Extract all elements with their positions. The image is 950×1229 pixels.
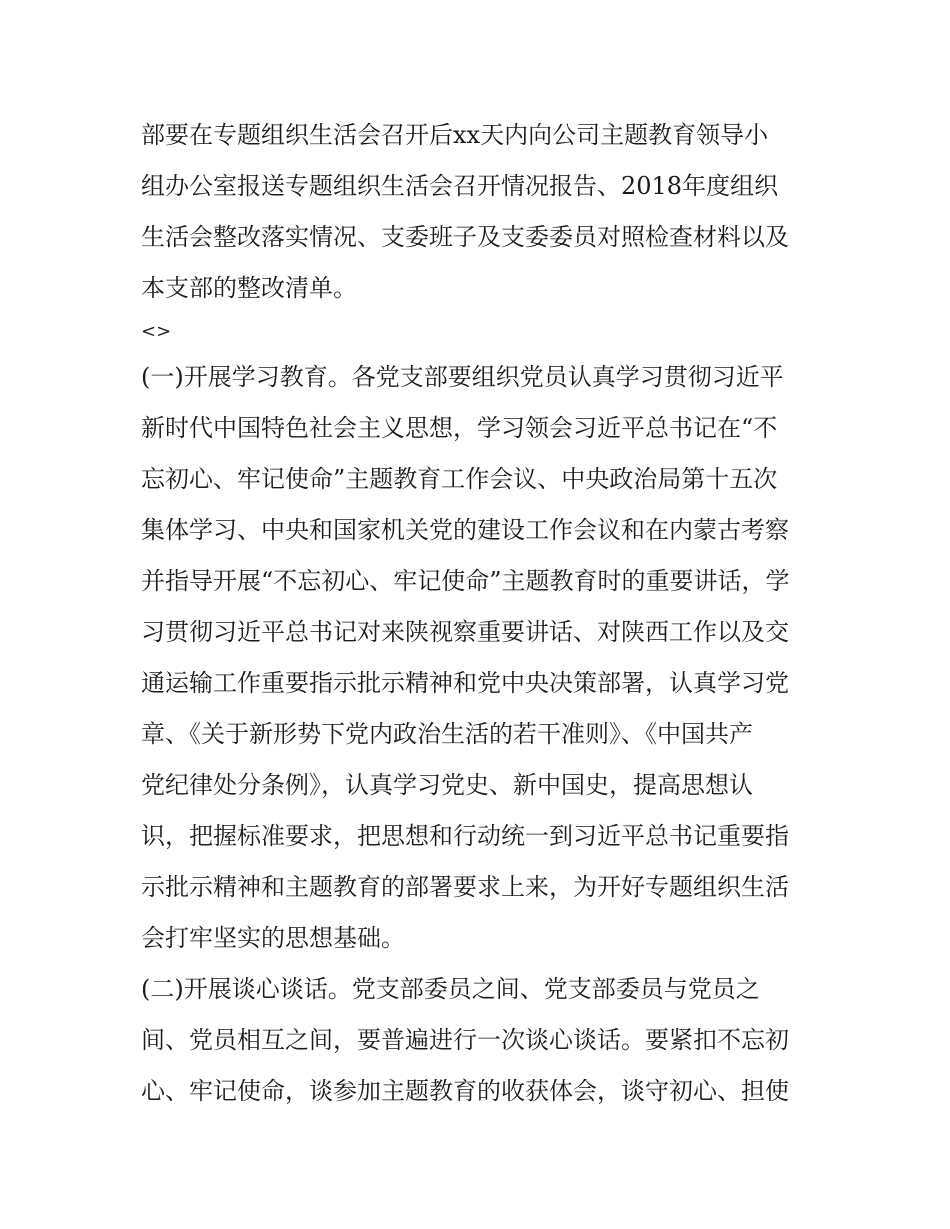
text-line: 新时代中国特色社会主义思想，学习领会习近平总书记在“不 <box>141 414 778 442</box>
text-line: (二)开展谈心谈话。党支部委员之间、党支部委员与党员之 <box>141 975 760 1003</box>
text-line: 生活会整改落实情况、支委班子及支委委员对照检查材料以及 <box>141 223 789 251</box>
text-line: 党纪律处分条例》，认真学习党史、新中国史，提高思想认 <box>141 771 753 799</box>
text-line: 心、牢记使命，谈参加主题教育的收获体会，谈守初心、担使 <box>141 1077 789 1105</box>
text-line: (一)开展学习教育。各党支部要组织党员认真学习贯彻习近平 <box>141 363 784 391</box>
paragraph-report-deadline <box>141 110 811 314</box>
angle-bracket-marker: <> <box>141 321 172 342</box>
text-line: 会打牢坚实的思想基础。 <box>141 924 405 952</box>
text-line: 部要在专题组织生活会召开后xx天内向公司主题教育领导小 <box>141 121 769 149</box>
text-line: 并指导开展“不忘初心、牢记使命”主题教育时的重要讲话，学 <box>141 567 790 595</box>
paragraph-study-education <box>141 352 811 964</box>
text-line: 识，把握标准要求，把思想和行动统一到习近平总书记重要指 <box>141 822 789 850</box>
text-line: 习贯彻习近平总书记对来陕视察重要讲话、对陕西工作以及交 <box>141 618 789 646</box>
document-body <box>141 110 811 1117</box>
text-line: 通运输工作重要指示批示精神和党中央决策部署，认真学习党 <box>141 669 789 697</box>
text-line: 章、《关于新形势下党内政治生活的若干准则》、《中国共产 <box>141 720 753 748</box>
text-line: 本支部的整改清单。 <box>141 274 357 302</box>
text-line: 集体学习、中央和国家机关党的建设工作会议和在内蒙古考察 <box>141 516 789 544</box>
text-line: 忘初心、牢记使命”主题教育工作会议、中央政治局第十五次 <box>141 465 778 493</box>
text-line: 间、党员相互之间，要普遍进行一次谈心谈话。要紧扣不忘初 <box>141 1026 789 1054</box>
text-line: 示批示精神和主题教育的部署要求上来，为开好专题组织生活 <box>141 873 789 901</box>
text-line: 组办公室报送专题组织生活会召开情况报告、2018年度组织 <box>141 172 779 200</box>
paragraph-heart-to-heart-talks <box>141 964 811 1117</box>
